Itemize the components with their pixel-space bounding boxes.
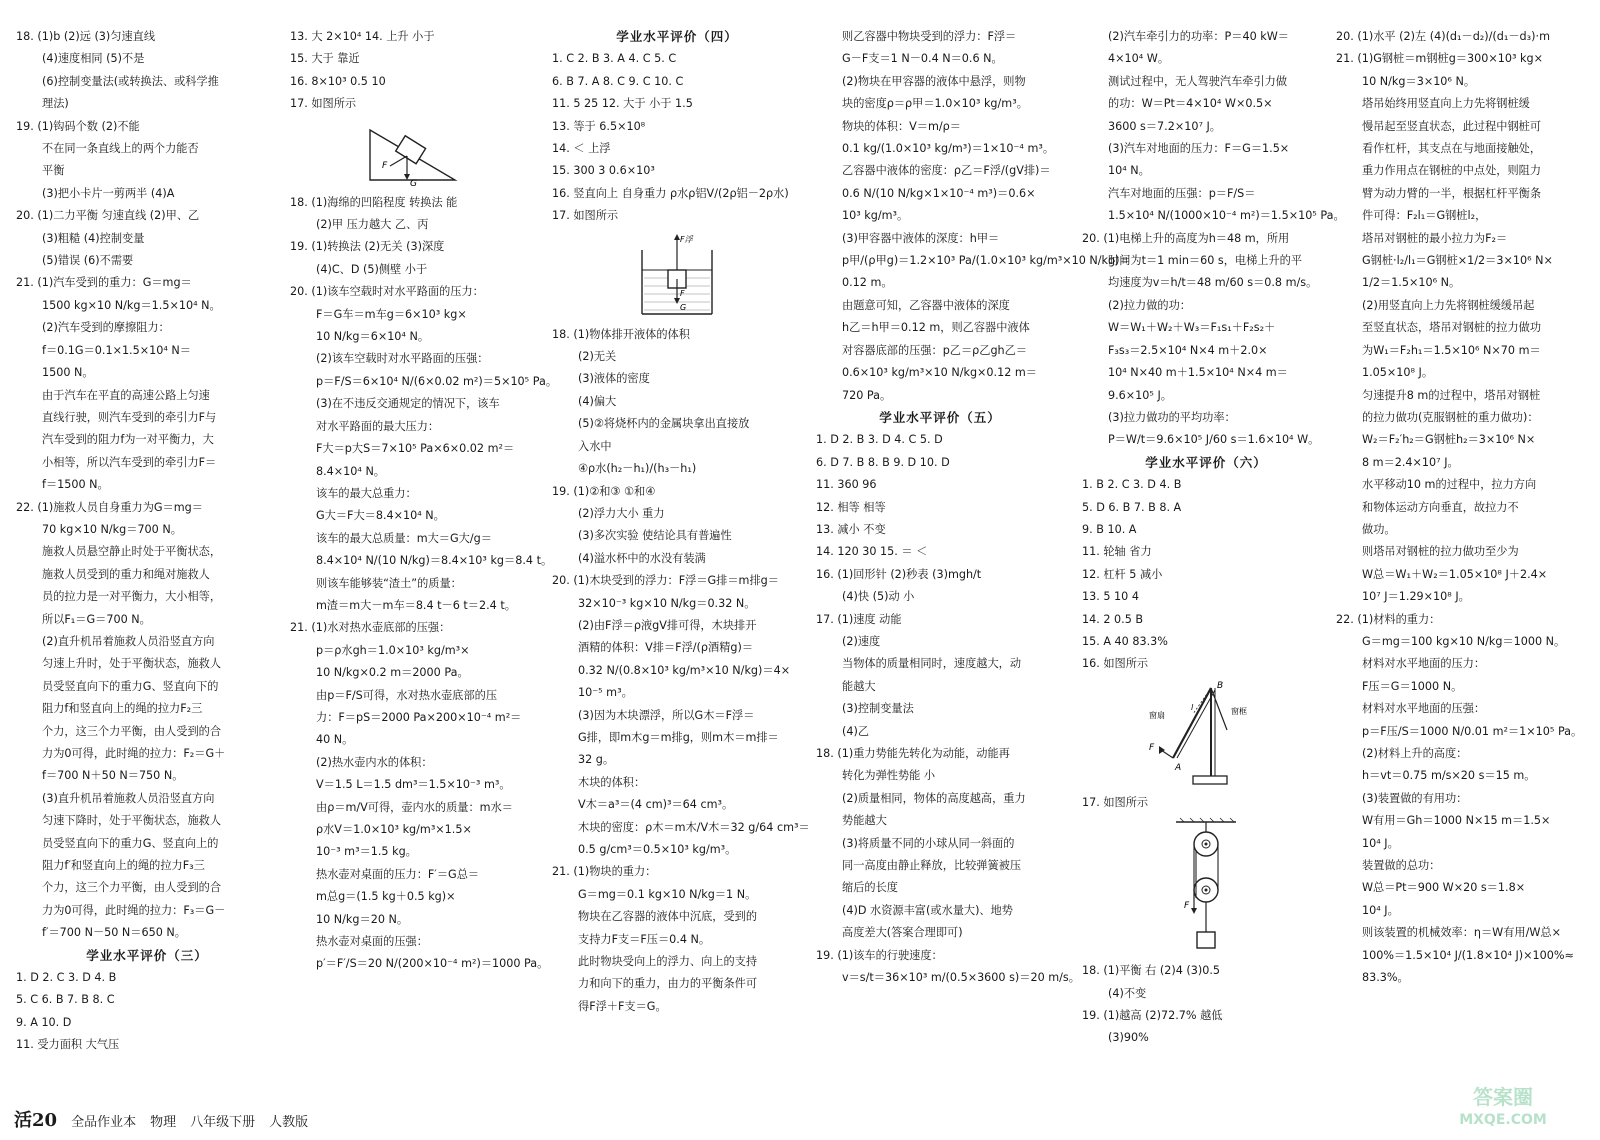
pulley-system-diagram xyxy=(1166,816,1246,956)
answer-line: (2)速度 xyxy=(842,634,881,648)
answer-line: (5)②将烧杯内的金属块拿出直接放 xyxy=(578,417,750,431)
figure-label: F xyxy=(1184,901,1190,912)
answer-line: 该车的最大总质量：m大＝G大/g＝ xyxy=(316,531,492,545)
answer-column-5 xyxy=(1082,26,1345,1100)
answer-line: 施救人员受到的重力和绳对施救人 xyxy=(42,567,210,581)
answer-line: W有用＝Gh＝1000 N×15 m＝1.5× xyxy=(1362,814,1551,828)
answer-line: 10⁷ J＝1.29×10⁸ J。 xyxy=(1362,590,1470,604)
answer-line: (2)拉力做的功： xyxy=(1108,298,1191,312)
answer-line: 员受竖直向下的重力G、竖直向上的 xyxy=(42,836,219,850)
answer-line: 该车的最大总重力： xyxy=(316,486,417,500)
answer-line: f＝0.1G＝0.1×1.5×10⁴ N＝ xyxy=(42,343,191,357)
answer-line: 8 m＝2.4×10⁷ J。 xyxy=(1362,455,1459,469)
answer-line: p甲/(ρ甲g)＝1.2×10³ Pa/(1.0×10³ kg/m³×10 N/kg)＝ xyxy=(842,254,1131,268)
answer-line: 匀速提升8 m的过程中，塔吊对钢桩 xyxy=(1362,388,1541,402)
answer-line: 0.6 N/(10 N/kg×1×10⁻⁴ m³)＝0.6× xyxy=(842,186,1036,200)
answer-line: 支持力F支＝F压＝0.4 N。 xyxy=(578,932,711,946)
answer-line: 力为0可得，此时绳的拉力：F₃＝G－ xyxy=(42,903,226,917)
answer-line: p′＝F′/S＝20 N/(200×10⁻⁴ m²)＝1000 Pa。 xyxy=(316,957,549,971)
answer-line: 理法) xyxy=(42,97,69,111)
answer-line: 的功：W＝Pt＝4×10⁴ W×0.5× xyxy=(1108,97,1273,111)
answer-line: (2)物块在甲容器的液体中悬浮，则物 xyxy=(842,74,1026,88)
figure-label: 窗框 xyxy=(1231,706,1247,716)
answer-line: 汽车对地面的压强：p＝F/S＝ xyxy=(1108,186,1256,200)
answer-line: F大＝p大S＝7×10⁵ Pa×6×0.02 m²＝ xyxy=(316,442,515,456)
answer-line: 汽车受到的阻力f为一对平衡力，大 xyxy=(42,433,214,447)
answer-line: 此时物块受向上的浮力、向上的支持 xyxy=(578,955,758,969)
answer-line: 8.4×10⁴ N/(10 N/kg)＝8.4×10³ kg＝8.4 t。 xyxy=(316,554,553,568)
figure-label: F浮 xyxy=(680,234,693,244)
figure-label: G xyxy=(410,178,417,189)
answer-line: 19. (1)钩码个数 (2)不能 xyxy=(16,119,140,133)
answer-line: 0.1 kg/(1.0×10³ kg/m³)＝1×10⁻⁴ m³。 xyxy=(842,142,1055,156)
answer-line: 阻力f和竖直向上的绳的拉力F₂三 xyxy=(42,702,203,716)
answer-line: 力和向下的重力，由力的平衡条件可 xyxy=(578,977,758,991)
answer-line: 0.6×10³ kg/m³×10 N/kg×0.12 m＝ xyxy=(842,366,1037,380)
answer-line: 入水中 xyxy=(578,439,612,453)
answer-line: 19. (1)转换法 (2)无关 (3)深度 xyxy=(290,240,445,254)
answer-line: (3)把小卡片一剪两半 (4)A xyxy=(42,186,175,200)
answer-line: 时间为t＝1 min＝60 s，电梯上升的平 xyxy=(1108,254,1303,268)
answer-line: h＝vt＝0.75 m/s×20 s＝15 m。 xyxy=(1362,769,1536,783)
answer-line: 热水壶对桌面的压强： xyxy=(316,935,428,949)
answer-line: f′＝700 N－50 N＝650 N。 xyxy=(42,926,186,940)
answer-line: 11. 轮轴 省力 xyxy=(1082,545,1152,559)
answer-line: 由ρ＝m/V可得，壶内水的质量：m水＝ xyxy=(316,800,513,814)
answer-line: 16. (1)回形针 (2)秒表 (3)mgh/t xyxy=(816,567,982,581)
answer-line: (3)甲容器中液体的深度：h甲＝ xyxy=(842,231,1000,245)
grade-name: 八年级下册 xyxy=(190,1115,256,1130)
answer-line: 当物体的质量相同时，速度越大，动 xyxy=(842,657,1022,671)
answer-line: 13. 大 2×10⁴ 14. 上升 小于 xyxy=(290,30,435,43)
answer-line: (3)装置做的有用功： xyxy=(1362,791,1468,805)
answer-line: 12. 杠杆 5 减小 xyxy=(1082,567,1163,581)
answer-line: (2)汽车牵引力的功率：P＝40 kW＝ xyxy=(1108,30,1289,43)
answer-line: 10 N/kg＝20 N。 xyxy=(316,912,409,926)
answer-line: (3)液体的密度 xyxy=(578,372,650,386)
answer-line: (3)粗糙 (4)控制变量 xyxy=(42,231,145,245)
figure-label: G xyxy=(680,302,687,312)
answer-line: 14. 120 30 15. ＝ ＜ xyxy=(816,545,928,559)
watermark-bottom: MXQE.COM xyxy=(1459,1112,1547,1128)
answer-line: F＝G车＝m车g＝6×10³ kg× xyxy=(316,307,467,321)
answer-line: 学业水平评价（三） xyxy=(86,947,208,963)
figure-label: l xyxy=(1191,702,1194,712)
answer-line: (3)将质量不同的小球从同一斜面的 xyxy=(842,836,1015,850)
answer-line: 能越大 xyxy=(842,679,876,693)
answer-line: 1/2＝1.5×10⁶ N。 xyxy=(1362,276,1461,290)
answer-line: F压＝G＝1000 N。 xyxy=(1362,679,1463,693)
answer-line: 材料对水平地面的压力： xyxy=(1362,657,1486,671)
answer-line: 木块的体积： xyxy=(578,775,646,789)
answer-line: 物块的体积：V＝m/ρ＝ xyxy=(842,119,961,133)
answer-line: 水平移动10 m的过程中，拉力方向 xyxy=(1362,478,1537,492)
answer-line: (2)汽车受到的摩擦阻力： xyxy=(42,321,170,335)
answer-line: (3)多次实验 使结论具有普遍性 xyxy=(578,529,732,543)
answer-line: 1500 N。 xyxy=(42,366,94,380)
answer-line: 5. C 6. B 7. B 8. C xyxy=(16,993,115,1007)
answer-line: 3600 s＝7.2×10⁷ J。 xyxy=(1108,119,1221,133)
answer-line: 员的拉力是一对平衡力，大小相等， xyxy=(42,590,222,604)
answer-line: (4)溢水杯中的水没有装满 xyxy=(578,551,706,565)
answer-line: 4×10⁴ W。 xyxy=(1108,52,1170,66)
answer-line: 6. D 7. B 8. B 9. D 10. D xyxy=(816,455,950,469)
answer-line: (3)90% xyxy=(1108,1031,1149,1045)
answer-line: (2)浮力大小 重力 xyxy=(578,506,665,520)
answer-line: 力为0可得，此时绳的拉力：F₂＝G＋ xyxy=(42,747,226,760)
answer-line: 32 g。 xyxy=(578,753,615,767)
answer-column-3 xyxy=(552,26,810,1100)
figure-label: A xyxy=(1175,762,1182,773)
answer-line: (3)在不违反交通规定的情况下，该车 xyxy=(316,397,500,411)
answer-line: 重力作用点在钢桩的中点处，则阻力 xyxy=(1362,164,1542,178)
answer-line: 13. 减小 不变 xyxy=(816,522,886,536)
answer-line: 22. (1)材料的重力： xyxy=(1336,612,1441,626)
answer-line: 高度差大(答案合理即可) xyxy=(842,926,963,940)
answer-line: 施救人员悬空静止时处于平衡状态， xyxy=(42,545,222,559)
answer-line: 匀速下降时，处于平衡状态，施救人 xyxy=(42,814,222,828)
answer-line: 15. A 40 83.3% xyxy=(1082,634,1168,648)
answer-line: W总＝W₁＋W₂＝1.05×10⁸ J＋2.4× xyxy=(1362,567,1548,581)
answer-line: 塔吊始终用竖直向上力先将钢桩缓 xyxy=(1362,97,1530,111)
answer-line: 的拉力做功(克服钢桩的重力做功)： xyxy=(1362,410,1539,424)
answer-line: p＝ρ水gh＝1.0×10³ kg/m³× xyxy=(316,643,470,657)
answer-line: (4)速度相同 (5)不是 xyxy=(42,52,145,66)
answer-line: 9.6×10⁵ J。 xyxy=(1108,388,1172,402)
answer-line: 17. 如图所示 xyxy=(1082,795,1149,809)
answer-line: 10 N/kg＝6×10⁴ N。 xyxy=(316,330,430,344)
answer-line: (2)由F浮＝ρ液gV排可得，木块排开 xyxy=(578,618,757,632)
answer-line: (5)错误 (6)不需要 xyxy=(42,254,134,268)
answer-line: 19. (1)该车的行驶速度： xyxy=(816,948,943,962)
answer-line: f＝700 N＋50 N＝750 N。 xyxy=(42,769,184,783)
answer-line: (3)控制变量法 xyxy=(842,702,914,716)
answer-line: 个力，这三个力平衡，由人受到的合 xyxy=(42,881,222,895)
answer-line: 缩后的长度 xyxy=(842,881,898,895)
answer-line: f＝1500 N。 xyxy=(42,478,109,492)
answer-line: 匀速上升时，处于平衡状态，施救人 xyxy=(42,657,222,671)
answer-line: (3)汽车对地面的压力：F＝G＝1.5× xyxy=(1108,142,1290,156)
answer-line: (6)控制变量法(或转换法、或科学推 xyxy=(42,74,219,88)
answer-line: 20. (1)木块受到的浮力：F浮＝G排＝m排g＝ xyxy=(552,574,779,588)
answer-line: 14. ＜ 上浮 xyxy=(552,142,611,156)
answer-line: 1500 kg×10 N/kg＝1.5×10⁴ N。 xyxy=(42,298,221,312)
answer-line: 学业水平评价（五） xyxy=(879,409,1001,425)
answer-line: 22. (1)施救人员自身重力为G＝mg＝ xyxy=(16,500,203,514)
answer-line: (2)无关 xyxy=(578,350,617,364)
answer-line: 热水壶对桌面的压力：F′＝G总＝ xyxy=(316,867,480,881)
answer-line: ④ρ水(h₂－h₁)/(h₃－h₁) xyxy=(578,462,697,476)
answer-line: 则该车能够装“渣土”的质量： xyxy=(316,576,462,590)
answer-line: 11. 受力面积 大气压 xyxy=(16,1038,120,1052)
answer-line: (4)D 水资源丰富(或水量大)、地势 xyxy=(842,903,1013,917)
answer-line: 10⁴ N×40 m＋1.5×10⁴ N×4 m＝ xyxy=(1108,366,1288,380)
page-number: 活20 xyxy=(14,1110,58,1131)
answer-line: 至竖直状态，塔吊对钢桩的拉力做功 xyxy=(1362,321,1542,335)
answer-line: 6. B 7. A 8. C 9. C 10. C xyxy=(552,74,684,88)
answer-line: 17. 如图所示 xyxy=(290,97,357,111)
answer-line: W总＝Pt＝900 W×20 s＝1.8× xyxy=(1362,881,1526,895)
answer-line: 所以F₁＝G＝700 N。 xyxy=(42,612,151,626)
answer-line: 18. (1)b (2)远 (3)匀速直线 xyxy=(16,30,156,43)
answer-column-2 xyxy=(290,26,558,1100)
answer-line: 块的密度ρ＝ρ甲＝1.0×10³ kg/m³。 xyxy=(842,97,1028,111)
answer-line: 10⁴ J。 xyxy=(1362,903,1399,917)
answer-line: 18. (1)物体排开液体的体积 xyxy=(552,327,690,341)
answer-line: 同一高度由静止释放，比较弹簧被压 xyxy=(842,859,1022,873)
answer-line: 9. B 10. A xyxy=(1082,522,1137,536)
answer-line: 16. 如图所示 xyxy=(1082,657,1149,671)
answer-line: 21. (1)G钢桩＝m钢桩g＝300×10³ kg× xyxy=(1336,52,1543,66)
answer-line: 10 N/kg×0.2 m＝2000 Pa。 xyxy=(316,666,469,680)
answer-line: 12. 相等 相等 xyxy=(816,500,886,514)
answer-line: 看作杠杆，其支点在与地面接触处， xyxy=(1362,142,1542,156)
answer-line: 0.32 N/(0.8×10³ kg/m³×10 N/kg)＝4× xyxy=(578,663,791,677)
answer-line: 学业水平评价（四） xyxy=(616,29,738,44)
figure-label: B xyxy=(1217,680,1224,691)
answer-line: 100%＝1.5×10⁴ J/(1.8×10⁴ J)×100%≈ xyxy=(1362,948,1574,962)
subject-name: 物理 xyxy=(150,1115,177,1130)
answer-line: 83.3%。 xyxy=(1362,971,1409,985)
answer-line: 16. 8×10³ 0.5 10 xyxy=(290,74,386,88)
answer-line: 10 N/kg＝3×10⁶ N。 xyxy=(1362,74,1476,88)
answer-line: (4)不变 xyxy=(1108,986,1147,1000)
answer-line: 阻力f′和竖直向上的绳的拉力F₃三 xyxy=(42,859,205,873)
answer-line: (3)直升机吊着施救人员沿竖直方向 xyxy=(42,791,215,805)
figure-label: 窗扇 xyxy=(1149,710,1165,720)
answer-line: 势能越大 xyxy=(842,814,887,828)
watermark-logo xyxy=(1428,1082,1578,1130)
answer-line: (2)直升机吊着施救人员沿竖直方向 xyxy=(42,634,215,648)
answer-line: 直线行驶，则汽车受到的牵引力F与 xyxy=(42,410,217,424)
answer-line: 转化为弹性势能 小 xyxy=(842,769,936,783)
answer-line: 酒精的体积：V排＝F浮/(ρ酒精g)＝ xyxy=(578,641,754,655)
answer-line: 为W₁＝F₂h₁＝1.5×10⁶ N×70 m＝ xyxy=(1362,343,1541,357)
answer-line: p＝F/S＝6×10⁴ N/(6×0.02 m²)＝5×10⁵ Pa。 xyxy=(316,374,558,388)
answer-line: 慢吊起至竖直状态，此过程中钢桩可 xyxy=(1362,119,1542,133)
answer-line: (4)偏大 xyxy=(578,394,617,408)
answer-line: V＝1.5 L＝1.5 dm³＝1.5×10⁻³ m³。 xyxy=(316,778,511,792)
answer-line: (4)C、D (5)侧壁 小于 xyxy=(316,262,428,276)
answer-line: 0.12 m。 xyxy=(842,276,893,290)
answer-line: (2)该车空载时对水平路面的压强： xyxy=(316,352,489,366)
answer-line: 11. 5 25 12. 大于 小于 1.5 xyxy=(552,97,693,111)
answer-line: 对水平路面的最大压力： xyxy=(316,419,440,433)
watermark-top: 答案圈 xyxy=(1473,1085,1533,1109)
answer-line: P＝W/t＝9.6×10⁵ J/60 s＝1.6×10⁴ W。 xyxy=(1108,433,1320,447)
answer-line: V木＝a³＝(4 cm)³＝64 cm³。 xyxy=(578,798,734,812)
answer-line: 0.5 g/cm³＝0.5×10³ kg/m³。 xyxy=(578,843,737,856)
answer-line: 32×10⁻³ kg×10 N/kg＝0.32 N。 xyxy=(578,596,756,610)
answer-line: 11. 360 96 xyxy=(816,478,877,492)
answer-line: 21. (1)水对热水壶底部的压强： xyxy=(290,621,451,635)
answer-line: 则该装置的机械效率：η＝W有用/W总× xyxy=(1362,926,1561,940)
page-footer xyxy=(14,1106,308,1132)
answer-line: (3)拉力做功的平均功率： xyxy=(1108,410,1236,424)
answer-line: 对容器底部的压强：p乙＝ρ乙gh乙＝ xyxy=(842,343,1028,357)
answer-line: 21. (1)物块的重力： xyxy=(552,865,657,879)
answer-line: F₃s₃＝2.5×10⁴ N×4 m＋2.0× xyxy=(1108,343,1268,357)
answer-line: 21. (1)汽车受到的重力：G＝mg＝ xyxy=(16,276,192,290)
answer-line: G大＝F大＝8.4×10⁴ N。 xyxy=(316,509,445,523)
answer-line: 15. 大于 靠近 xyxy=(290,52,360,66)
answer-line: G排，即m木g＝m排g，则m木＝m排＝ xyxy=(578,730,779,744)
beaker-buoyancy-diagram xyxy=(632,230,722,320)
answer-line: 则乙容器中物块受到的浮力：F浮＝ xyxy=(842,30,1017,43)
answer-line: (4)快 (5)动 小 xyxy=(842,590,915,604)
answer-line: m渣＝m大－m车＝8.4 t－6 t＝2.4 t。 xyxy=(316,598,516,612)
answer-line: 1. D 2. B 3. D 4. C 5. D xyxy=(816,433,943,447)
answer-line: G钢桩·l₂/l₁＝G钢桩×1/2＝3×10⁶ N× xyxy=(1362,254,1553,268)
answer-line: 20. (1)二力平衡 匀速直线 (2)甲、乙 xyxy=(16,209,200,223)
answer-line: 15. 300 3 0.6×10³ xyxy=(552,164,655,178)
answer-line: 平衡 xyxy=(42,164,65,178)
answer-column-6 xyxy=(1336,26,1588,1100)
answer-line: m总g＝(1.5 kg＋0.5 kg)× xyxy=(316,890,456,904)
answer-line: 5. D 6. B 7. B 8. A xyxy=(1082,500,1182,514)
answer-line: ρ水V＝1.0×10³ kg/m³×1.5× xyxy=(316,823,472,836)
answer-line: 由于汽车在平直的高速公路上匀速 xyxy=(42,388,210,402)
incline-force-diagram xyxy=(360,118,470,188)
answer-line: 物块在乙容器的液体中沉底，受到的 xyxy=(578,910,758,924)
answer-line: 1. C 2. B 3. A 4. C 5. C xyxy=(552,52,677,66)
answer-line: 18. (1)平衡 右 (2)4 (3)0.5 xyxy=(1082,964,1221,978)
answer-line: 19. (1)②和③ ①和④ xyxy=(552,484,656,498)
answer-line: 17. 如图所示 xyxy=(552,209,619,223)
answer-line: 材料对水平地面的压强： xyxy=(1362,702,1486,716)
answer-line: p＝F压/S＝1000 N/0.01 m²＝1×10⁵ Pa。 xyxy=(1362,724,1583,738)
answer-line: 个力，这三个力平衡，由人受到的合 xyxy=(42,724,222,738)
answer-line: 塔吊对钢桩的最小拉力为F₂＝ xyxy=(1362,231,1508,245)
answer-line: G＝mg＝100 kg×10 N/kg＝1000 N。 xyxy=(1362,634,1566,648)
answer-line: 1.05×10⁸ J。 xyxy=(1362,366,1434,380)
answer-line: (2)质量相同，物体的高度越高，重力 xyxy=(842,791,1026,805)
answer-line: 20. (1)电梯上升的高度为h＝48 m，所用 xyxy=(1082,231,1290,245)
answer-line: 8.4×10⁴ N。 xyxy=(316,464,385,478)
answer-line: 18. (1)海绵的凹陷程度 转换法 能 xyxy=(290,195,458,209)
answer-line: 10⁻³ m³＝1.5 kg。 xyxy=(316,845,417,859)
answer-line: h乙＝h甲＝0.12 m，则乙容器中液体 xyxy=(842,321,1030,335)
edition-name: 人教版 xyxy=(269,1115,309,1130)
answer-line: 得F浮＋F支＝G。 xyxy=(578,999,667,1013)
answer-line: 720 Pa。 xyxy=(842,388,892,402)
answer-line: 9. A 10. D xyxy=(16,1015,72,1029)
answer-line: (2)材料上升的高度： xyxy=(1362,747,1468,760)
answer-line: 不在同一条直线上的两个力能否 xyxy=(42,142,199,156)
answer-line: 17. (1)速度 动能 xyxy=(816,612,902,626)
answer-line: 测试过程中，无人驾驶汽车牵引力做 xyxy=(1108,74,1288,88)
answer-line: 学业水平评价（六） xyxy=(1145,454,1267,470)
answer-line: 10⁴ N。 xyxy=(1108,164,1150,178)
answer-line: 则塔吊对钢桩的拉力做功至少为 xyxy=(1362,545,1519,559)
answer-line: 力：F＝pS＝2000 Pa×200×10⁻⁴ m²＝ xyxy=(316,710,522,724)
answer-line: 乙容器中液体的密度：ρ乙＝F浮/(gV排)＝ xyxy=(842,164,1051,178)
answer-line: 件可得：F₂l₁＝G钢桩l₂， xyxy=(1362,209,1487,223)
window-lever-diagram xyxy=(1141,678,1271,788)
answer-line: 10⁴ J。 xyxy=(1362,836,1399,850)
answer-line: 16. 竖直向上 自身重力 ρ水ρ铝V/(2ρ铝－2ρ水) xyxy=(552,186,789,200)
answer-line: (3)因为木块漂浮，所以G木＝F浮＝ xyxy=(578,708,755,722)
answer-line: 70 kg×10 N/kg＝700 N。 xyxy=(42,522,182,536)
answer-line: 10³ kg/m³。 xyxy=(842,209,909,223)
answer-line: 20. (1)水平 (2)左 (4)(d₁－d₂)/(d₁－d₃)·m xyxy=(1336,30,1550,43)
answer-line: 1.5×10⁴ N/(1000×10⁻⁴ m²)＝1.5×10⁵ Pa。 xyxy=(1108,209,1345,223)
answer-line: 由题意可知，乙容器中液体的深度 xyxy=(842,298,1010,312)
answer-line: W₂＝F₂′h₂＝G钢桩h₂＝3×10⁶ N× xyxy=(1362,433,1536,447)
answer-line: (4)乙 xyxy=(842,724,870,738)
answer-line: 10⁻⁵ m³。 xyxy=(578,686,633,700)
answer-line: 和物体运动方向垂直，故拉力不 xyxy=(1362,500,1519,514)
answer-line: 1. B 2. C 3. D 4. B xyxy=(1082,478,1182,492)
answer-line: 小相等，所以汽车受到的牵引力F＝ xyxy=(42,455,217,469)
figure-label: F xyxy=(382,160,388,171)
book-title: 全品作业本 xyxy=(71,1115,137,1130)
answer-line: 做功。 xyxy=(1362,522,1396,536)
answer-line: 1. D 2. C 3. D 4. B xyxy=(16,971,117,985)
answer-line: 19. (1)越高 (2)72.7% 越低 xyxy=(1082,1009,1223,1022)
answer-line: (2)甲 压力越大 乙、丙 xyxy=(316,218,429,232)
answer-line: G＝mg＝0.1 kg×10 N/kg＝1 N。 xyxy=(578,887,757,901)
answer-line: 13. 5 10 4 xyxy=(1082,590,1139,604)
answer-line: 20. (1)该车空载时对水平路面的压力： xyxy=(290,285,484,299)
figure-label: F xyxy=(1149,742,1155,753)
answer-line: 臂为动力臂的一半，根据杠杆平衡条 xyxy=(1362,186,1542,200)
answer-line: 均速度为v＝h/t＝48 m/60 s＝0.8 m/s。 xyxy=(1108,276,1318,290)
figure-label: F xyxy=(680,288,685,298)
answer-line: 木块的密度：ρ木＝m木/V木＝32 g/64 cm³＝ xyxy=(578,820,810,834)
answer-line: 18. (1)重力势能先转化为动能，动能再 xyxy=(816,747,1010,760)
answer-line: (2)用竖直向上力先将钢桩缓缓吊起 xyxy=(1362,298,1535,312)
answer-line: W＝W₁＋W₂＋W₃＝F₁s₁＋F₂s₂＋ xyxy=(1108,321,1276,335)
answer-line: 13. 等于 6.5×10⁸ xyxy=(552,119,646,133)
answer-line: 员受竖直向下的重力G、竖直向下的 xyxy=(42,679,219,693)
answer-column-1 xyxy=(16,26,278,1100)
answer-line: 40 N。 xyxy=(316,733,354,747)
answer-line: G－F支＝1 N－0.4 N＝0.6 N。 xyxy=(842,52,1003,66)
answer-line: (2)热水壶内水的体积： xyxy=(316,755,433,769)
answer-line: v＝s/t＝36×10³ m/(0.5×3600 s)＝20 m/s。 xyxy=(842,971,1080,985)
answer-line: 14. 2 0.5 B xyxy=(1082,612,1144,626)
answer-line: 装置做的总功： xyxy=(1362,859,1441,873)
answer-line: 由p＝F/S可得，水对热水壶底部的压 xyxy=(316,688,498,702)
